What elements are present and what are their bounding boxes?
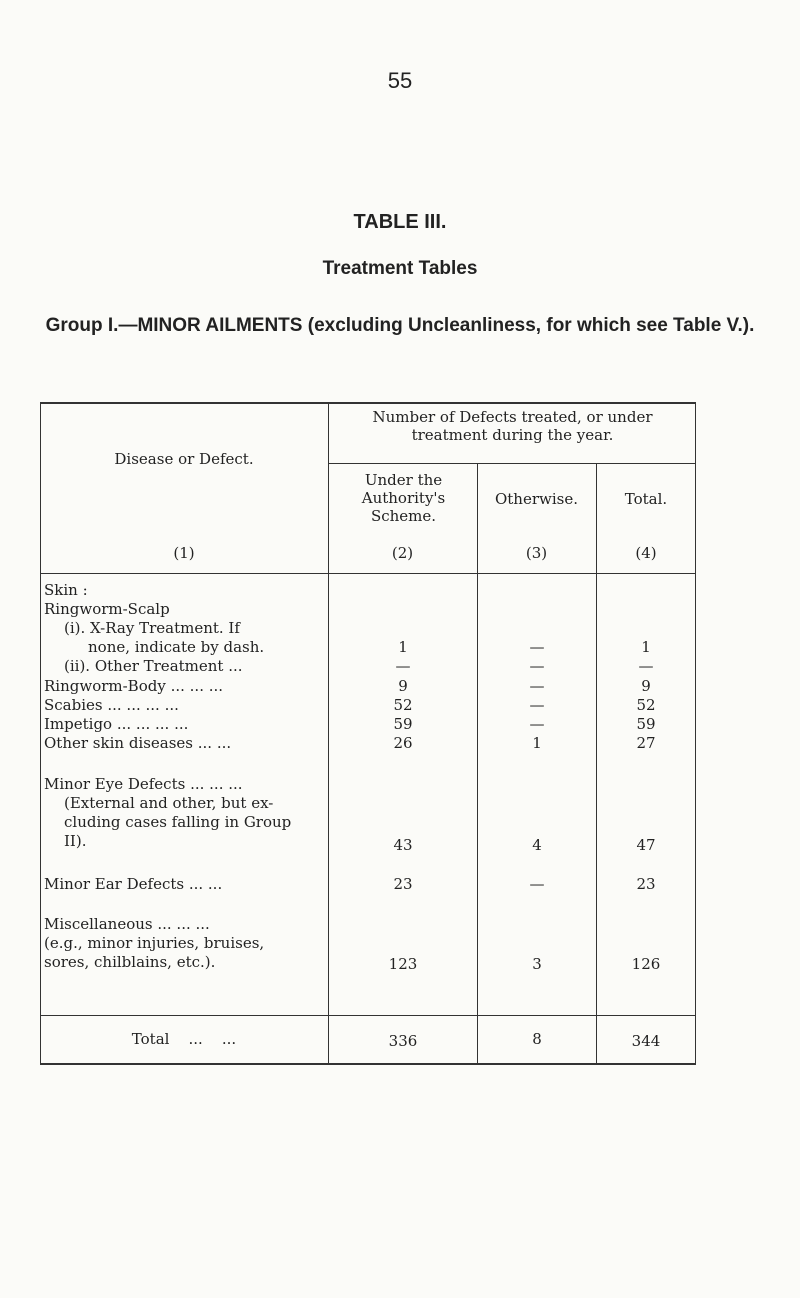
xray-total: 1 bbox=[641, 638, 651, 656]
eye-label-2: (External and other, but ex- bbox=[64, 794, 274, 812]
misc-label-1: Miscellaneous ... ... ... bbox=[44, 915, 210, 933]
impetigo-label: Impetigo ... ... ... ... bbox=[44, 715, 189, 733]
misc-otherwise: 3 bbox=[532, 955, 542, 973]
eye-total: 47 bbox=[636, 836, 656, 854]
misc-authority: 123 bbox=[388, 955, 418, 973]
total-authority: 336 bbox=[388, 1032, 418, 1050]
xray-label-1: (i). X-Ray Treatment. If bbox=[64, 619, 240, 637]
rule-header-bottom bbox=[40, 573, 696, 574]
total-otherwise: 8 bbox=[532, 1030, 542, 1048]
impetigo-otherwise: — bbox=[529, 715, 545, 733]
impetigo-total: 59 bbox=[636, 715, 656, 733]
scabies-otherwise: — bbox=[529, 696, 545, 714]
misc-label-2: (e.g., minor injuries, bruises, bbox=[44, 934, 265, 952]
other-skin-authority: 26 bbox=[393, 734, 413, 752]
eye-label-1: Minor Eye Defects ... ... ... bbox=[44, 775, 243, 793]
header-total: Total. bbox=[624, 490, 668, 508]
total-label: Total ... ... bbox=[131, 1030, 237, 1048]
table-title: TABLE III. bbox=[353, 211, 447, 233]
eye-otherwise: 4 bbox=[532, 836, 542, 854]
ear-otherwise: — bbox=[529, 875, 545, 893]
eye-label-4: II). bbox=[64, 832, 87, 850]
header-disease: Disease or Defect. bbox=[114, 450, 254, 468]
header-authority: Under the Authority's Scheme. bbox=[361, 471, 446, 525]
ringworm-body-label: Ringworm-Body ... ... ... bbox=[44, 677, 224, 695]
other-treatment-authority: — bbox=[395, 657, 411, 675]
total-total: 344 bbox=[631, 1032, 661, 1050]
rule-subheader bbox=[328, 463, 696, 464]
table-subtitle: Treatment Tables bbox=[322, 258, 478, 279]
misc-label-3: sores, chilblains, etc.). bbox=[44, 953, 216, 971]
scabies-authority: 52 bbox=[393, 696, 413, 714]
misc-total: 126 bbox=[631, 955, 661, 973]
rule-top bbox=[40, 402, 696, 404]
other-treatment-otherwise: — bbox=[529, 657, 545, 675]
xray-authority: 1 bbox=[398, 638, 408, 656]
ear-total: 23 bbox=[636, 875, 656, 893]
rule-col2 bbox=[328, 402, 329, 1065]
header-num-2: (2) bbox=[391, 544, 414, 562]
other-treatment-label: (ii). Other Treatment ... bbox=[64, 657, 243, 675]
page-number: 55 bbox=[387, 68, 413, 93]
other-skin-total: 27 bbox=[636, 734, 656, 752]
header-group: Number of Defects treated, or under treatment during the year. bbox=[372, 408, 653, 444]
rule-bottom bbox=[40, 1063, 696, 1065]
other-skin-otherwise: 1 bbox=[532, 734, 542, 752]
treatment-table bbox=[40, 402, 696, 1065]
ringworm-scalp-label: Ringworm-Scalp bbox=[44, 600, 170, 618]
header-num-3: (3) bbox=[525, 544, 548, 562]
impetigo-authority: 59 bbox=[393, 715, 413, 733]
eye-label-3: cluding cases falling in Group bbox=[64, 813, 292, 831]
group-heading: Group I.—MINOR AILMENTS (excluding Uncleanliness, for which see Table V.). bbox=[45, 315, 755, 336]
ringworm-body-authority: 9 bbox=[398, 677, 408, 695]
eye-authority: 43 bbox=[393, 836, 413, 854]
ear-label: Minor Ear Defects ... ... bbox=[44, 875, 223, 893]
rule-left bbox=[40, 402, 41, 1065]
ringworm-body-total: 9 bbox=[641, 677, 651, 695]
scabies-label: Scabies ... ... ... ... bbox=[44, 696, 179, 714]
ringworm-body-otherwise: — bbox=[529, 677, 545, 695]
xray-label-2: none, indicate by dash. bbox=[88, 638, 265, 656]
scabies-total: 52 bbox=[636, 696, 656, 714]
xray-otherwise: — bbox=[529, 638, 545, 656]
header-otherwise: Otherwise. bbox=[494, 490, 578, 508]
header-num-4: (4) bbox=[635, 544, 657, 562]
other-skin-label: Other skin diseases ... ... bbox=[44, 734, 232, 752]
header-num-1: (1) bbox=[173, 544, 195, 562]
other-treatment-total: — bbox=[638, 657, 654, 675]
ear-authority: 23 bbox=[393, 875, 413, 893]
skin-heading: Skin : bbox=[44, 581, 88, 599]
rule-total-top bbox=[40, 1015, 696, 1016]
